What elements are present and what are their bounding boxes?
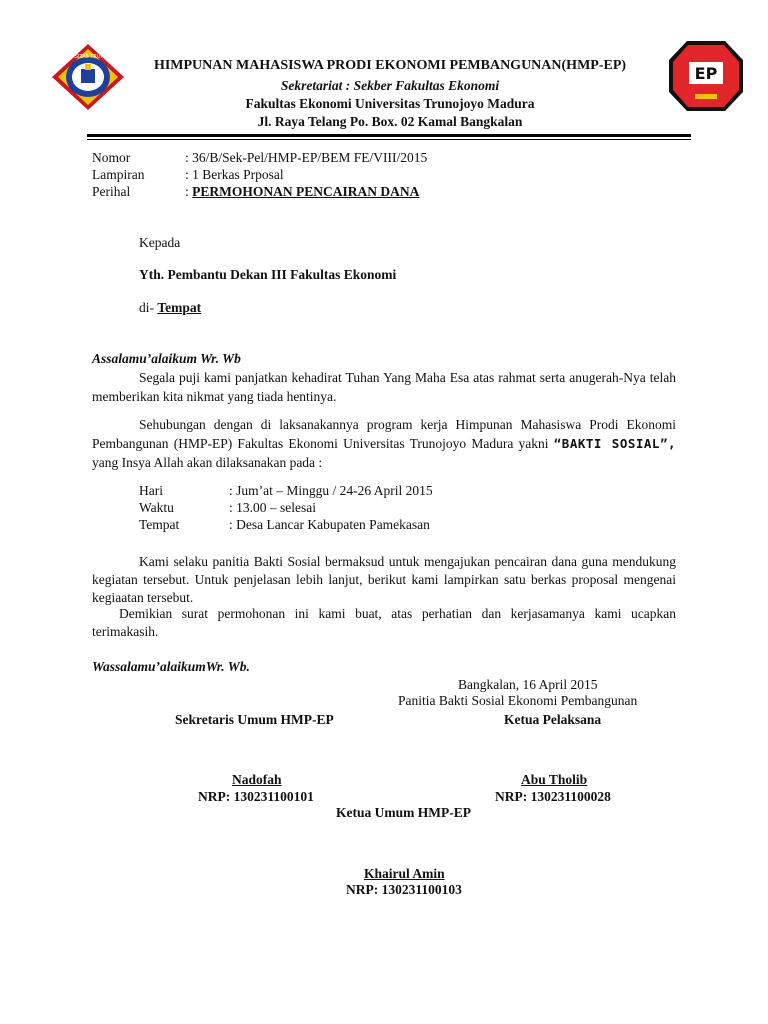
- secretary-nrp: NRP: 130231100101: [198, 789, 314, 804]
- paragraph-2: Sehubungan dengan di laksanakannya program kerja Himpunan Mahasiswa Prodi Ekonomi Pembangunan (HMP-EP) Fakultas Ekonomi Universitas Trunojoyo Madura yakni “BAKTI SOSIAL”, yang Insya Allah akan dilaksanakan pada :: [92, 417, 676, 470]
- general-chair-title: Ketua Umum HMP-EP: [336, 805, 471, 820]
- recipient-name: Yth. Pembantu Dekan III Fakultas Ekonomi: [139, 267, 397, 282]
- meta-value-perihal: : PERMOHONAN PENCAIRAN DANA: [185, 184, 420, 199]
- chair-name: Abu Tholib: [521, 772, 588, 787]
- secretary-title: Sekretaris Umum HMP-EP: [175, 712, 334, 727]
- chair-nrp: NRP: 130231100028: [495, 789, 611, 804]
- place-date: Bangkalan, 16 April 2015: [458, 677, 598, 692]
- greeting: Assalamu’alaikum Wr. Wb: [92, 351, 241, 366]
- org-name: HIMPUNAN MAHASISWA PRODI EKONOMI PEMBANGUNAN(HMP-EP): [153, 58, 627, 73]
- faculty-name: Fakultas Ekonomi Universitas Trunojoyo Madura: [245, 96, 535, 111]
- committee: Panitia Bakti Sosial Ekonomi Pembangunan: [398, 693, 638, 708]
- paragraph-4: Demikian surat permohonan ini kami buat, atas perhatian dan kerjasamanya kami ucapkan terimakasih.: [92, 606, 676, 639]
- general-chair-name: Khairul Amin: [364, 866, 445, 881]
- secretary-name: Nadofah: [232, 772, 282, 787]
- meta-value-lampiran: : 1 Berkas Prposal: [185, 167, 284, 182]
- schedule-value-tempat: : Desa Lancar Kabupaten Pamekasan: [229, 517, 430, 532]
- schedule-label-waktu: Waktu: [139, 500, 174, 515]
- header-rule-thin: [87, 139, 691, 140]
- svg-text:EP: EP: [694, 64, 718, 83]
- paragraph-1: Segala puji kami panjatkan kehadirat Tuhan Yang Maha Esa atas rahmat serta anugerah-Nya telah memberikan kita nikmat yang tiada hentinya.: [92, 370, 676, 404]
- schedule-label-hari: Hari: [139, 483, 163, 498]
- header-rule-thick: [87, 134, 691, 137]
- schedule-label-tempat: Tempat: [139, 517, 180, 532]
- svg-text:UNIVERSITAS TRUNOJOYO: UNIVERSITAS TRUNOJOYO: [55, 54, 121, 60]
- recipient-place: di- Tempat: [139, 300, 202, 315]
- chair-title: Ketua Pelaksana: [504, 712, 602, 727]
- closing: Wassalamu’alaikumWr. Wb.: [92, 659, 250, 674]
- recipient-kepada: Kepada: [139, 235, 181, 250]
- schedule-value-hari: : Jum’at – Minggu / 24-26 April 2015: [229, 483, 433, 498]
- secretariat: Sekretariat : Sekber Fakultas Ekonomi: [280, 78, 500, 93]
- paragraph-3: Kami selaku panitia Bakti Sosial bermaksud untuk mengajukan pencairan dana guna mendukung kegiatan tersebut. Untuk penjelasan lebih lanjut, berikut kami lampirkan satu berkas proposal mengenai kegiaatan tersebut.: [92, 554, 676, 605]
- schedule-value-waktu: : 13.00 – selesai: [229, 500, 316, 515]
- meta-label-nomor: Nomor: [92, 150, 131, 165]
- event-name: “BAKTI SOSIAL”,: [553, 436, 676, 451]
- general-chair-nrp: NRP: 130231100103: [346, 882, 462, 897]
- address: Jl. Raya Telang Po. Box. 02 Kamal Bangkalan: [257, 114, 523, 129]
- hmp-ep-logo: [667, 38, 745, 114]
- meta-label-lampiran: Lampiran: [92, 167, 145, 182]
- university-logo: [50, 42, 126, 112]
- meta-label-perihal: Perihal: [92, 184, 131, 199]
- subject: PERMOHONAN PENCAIRAN DANA: [192, 184, 420, 199]
- meta-value-nomor: : 36/B/Sek-Pel/HMP-EP/BEM FE/VIII/2015: [185, 150, 428, 165]
